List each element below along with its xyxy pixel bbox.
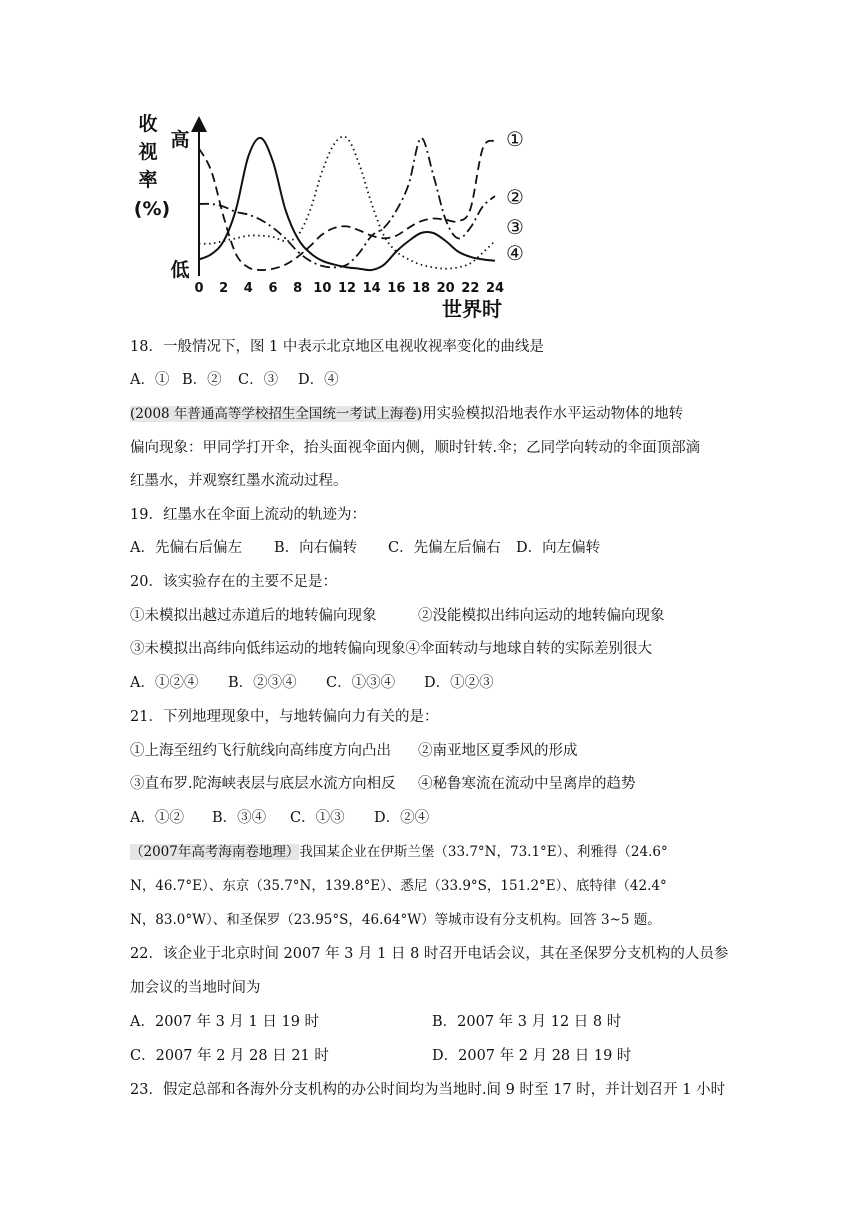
x-tick-label: 14 [362,281,381,296]
passage-1-text-a: 用实验模拟沿地表作水平运动物体的地转 [422,406,684,422]
y-axis-label-1: 收 [138,113,158,135]
series-line-3 [199,137,495,269]
y-axis-label-4: (%) [133,198,171,220]
passage-2-line-1 [130,841,740,863]
q21-statement-1: ①上海至纽约飞行航线向高纬度方向凸出 [130,743,391,759]
q19-option-a[interactable]: A．先偏右后偏左 [130,540,242,556]
q21-option-d[interactable]: D．②④ [374,810,430,826]
x-tick-label: 6 [268,281,278,296]
series-line-2 [199,138,495,268]
x-tick-label: 20 [436,281,455,296]
q18-stem: 18．一般情况下，图 1 中表示北京地区电视收视率变化的曲线是 [130,339,544,355]
q22-option-b[interactable]: B．2007 年 3 月 12 日 8 时 [432,1014,622,1030]
q20-statements-2: ③未模拟出高纬向低纬运动的地转偏向现象④伞面转动与地球自转的实际差别很大 [130,641,652,657]
x-tick-label: 24 [485,281,505,296]
q19-option-d[interactable]: D．向左偏转 [516,540,601,556]
q21-option-a[interactable]: A．①② [130,810,184,826]
q22-option-d[interactable]: D．2007 年 2 月 28 日 19 时 [432,1048,632,1064]
series-label-2: ② [506,185,524,209]
q20-option-a[interactable]: A．①②④ [130,675,199,691]
q18-option-a[interactable]: A．① [130,372,170,388]
passage-1-line-2: 偏向现象：甲同学打开伞，抬头面视伞面内侧，顺时针转.伞；乙同学向转动的伞面顶部滴 [130,440,701,456]
x-axis-label: 世界时 [442,297,502,321]
passage-2-line-3: N，83.0°W）、和圣保罗（23.95°S，46.64°W）等城市设有分支机构。回答 3~5 题。 [130,912,661,928]
q21-stem: 21．下列地理现象中，与地转偏向力有关的是： [130,709,439,725]
source-tag-2007: （2007年高考海南卷地理） [130,844,300,860]
q21-statements-1 [130,740,740,762]
q22-stem-line-2: 加会议的当地时间为 [130,980,261,996]
q22-options-1 [130,1011,740,1033]
tv-rating-chart [130,108,550,324]
q20-statements-1 [130,605,740,627]
q21-statement-4: ④秘鲁寒流在流动中呈离岸的趋势 [418,776,636,792]
q23-stem: 23．假定总部和各海外分支机构的办公时间均为当地时.间 9 时至 17 时，并计划召开 1 小时 [130,1082,726,1098]
series-label-4: ④ [506,241,524,265]
y-axis-label-2: 视 [138,141,158,163]
q22-options-2 [130,1045,740,1067]
q19-option-b[interactable]: B．向右偏转 [274,540,358,556]
passage-2-line-2: N，46.7°E）、东京（35.7°N，139.8°E）、悉尼（33.9°S，151.2°E）、底特律（42.4° [130,878,667,894]
series-line-1 [199,141,495,270]
series-label-3: ③ [506,215,524,239]
source-tag-2008: (2008 年普通高等学校招生全国统一考试上海卷) [130,406,423,422]
x-tick-label: 0 [194,281,204,296]
series-labels [506,127,524,265]
q20-option-c[interactable]: C．①③④ [326,675,396,691]
q21-statements-2 [130,773,740,795]
x-tick-label: 16 [387,281,406,296]
q21-option-c[interactable]: C．①③ [290,810,345,826]
x-tick-label: 8 [293,281,303,296]
series-line-4 [199,138,495,270]
q20-statement-1: ①未模拟出越过赤道后的地转偏向现象 [130,608,377,624]
q20-stem: 20．该实验存在的主要不足是： [130,574,337,590]
series-lines [199,137,495,271]
passage-1-line-1 [130,403,740,425]
q18-option-c[interactable]: C．③ [238,372,279,388]
q18-options [130,369,740,391]
q21-option-b[interactable]: B．③④ [212,810,267,826]
x-tick-label: 4 [243,281,253,296]
q20-option-d[interactable]: D．①②③ [424,675,494,691]
x-tick-label: 2 [219,281,229,296]
x-tick-label: 18 [411,281,431,296]
q22-stem-line-1: 22．该企业于北京时间 2007 年 3 月 1 日 8 时召开电话会议，其在圣保罗分支机构的人员参 [130,946,729,962]
y-high-label: 高 [170,129,190,151]
x-axis-ticks [194,281,504,296]
q21-options [130,807,740,829]
y-axis-label-3: 率 [138,169,158,191]
q19-stem: 19．红墨水在伞面上流动的轨迹为： [130,507,366,523]
series-label-1: ① [506,127,524,151]
q18-option-b[interactable]: B．② [182,372,222,388]
q20-option-b[interactable]: B．②③④ [228,675,297,691]
q18-option-d[interactable]: D．④ [298,372,339,388]
q22-option-c[interactable]: C．2007 年 2 月 28 日 21 时 [130,1048,329,1064]
q19-option-c[interactable]: C．先偏左后偏右 [388,540,501,556]
q22-option-a[interactable]: A．2007 年 3 月 1 日 19 时 [130,1014,320,1030]
q20-statement-2: ②没能模拟出纬向运动的地转偏向现象 [418,608,665,624]
passage-2-text-a: 我国某企业在伊斯兰堡（33.7°N，73.1°E）、利雅得（24.6° [299,844,668,860]
x-tick-label: 22 [461,281,480,296]
q20-options [130,672,740,694]
q21-statement-2: ②南亚地区夏季风的形成 [418,743,578,759]
q19-options [130,537,740,559]
passage-1-line-3: 红墨水，并观察红墨水流动过程。 [130,473,348,489]
q21-statement-3: ③直布罗.陀海峡表层与底层水流方向相反 [130,776,396,792]
y-low-label: 低 [170,259,190,281]
x-tick-label: 10 [313,281,332,296]
x-tick-label: 12 [337,281,357,296]
